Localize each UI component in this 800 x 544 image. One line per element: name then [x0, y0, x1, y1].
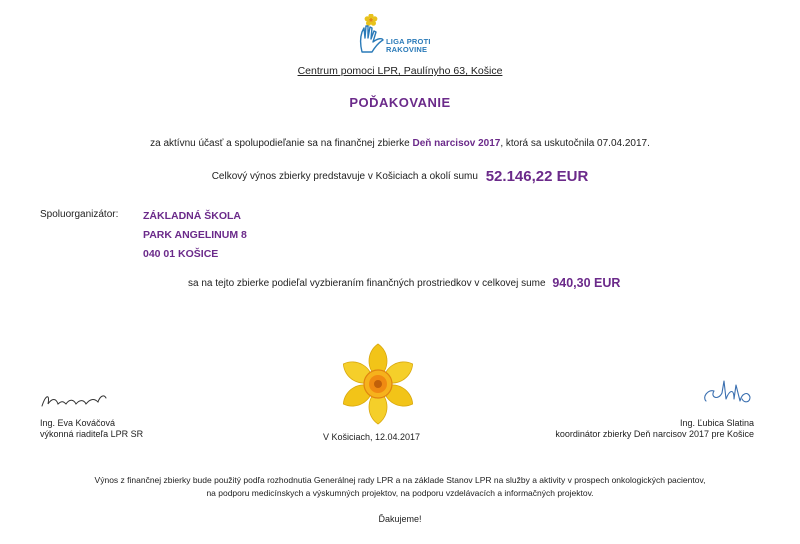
signature-right [555, 418, 754, 440]
contribution-sentence [188, 276, 620, 290]
thanks-suffix: , ktorá sa uskutočnila 07.04.2017. [500, 138, 650, 149]
closing-thanks: Ďakujeme! [378, 514, 422, 524]
footer-line-1: Výnos z finančnej zbierky bude použitý podľa rozhodnutia Generálnej rady LPR a na základe Stanov LPR na služby a aktivity v prospech onkologických pacientov, [94, 475, 706, 485]
coorganizer-street: PARK ANGELINUM 8 [143, 229, 247, 241]
event-name: Deň narcisov 2017 [412, 138, 501, 149]
signatory-left-role: výkonná riaditeľa LPR SR [40, 429, 144, 439]
signature-left [40, 418, 143, 440]
signatory-right-name: Ing. Ľubica Slatina [679, 418, 754, 428]
coorganizer-block [143, 207, 247, 264]
contribution-prefix: sa na tejto zbierke podieľal vyzbieraním finančných prostriedkov v celkovej sume [188, 278, 546, 289]
signatory-left-name: Ing. Eva Kováčová [40, 418, 116, 428]
footer-line-2: na podporu medicínskych a výskumných projektov, na podporu vzdelávacích a informačných projektov. [206, 488, 594, 498]
document-title: POĎAKOVANIE [349, 95, 451, 110]
total-amount: 52.146,22 EUR [485, 168, 589, 185]
contribution-amount: 940,30 EUR [552, 276, 621, 290]
total-prefix: Celkový výnos zbierky predstavuje v Košiciach a okolí sumu [211, 171, 478, 182]
signature-right-icon [700, 375, 756, 409]
daffodil-icon [332, 340, 424, 428]
thanks-sentence [0, 138, 800, 149]
coorganizer-name: ZÁKLADNÁ ŠKOLA [143, 210, 241, 222]
coorganizer-city: 040 01 KOŠICE [143, 248, 219, 260]
hand-flower-icon [356, 14, 390, 54]
coorganizer-label: Spoluorganizátor: [40, 209, 119, 220]
logo-line-2: RAKOVINE [386, 45, 428, 54]
signatory-right-role: koordinátor zbierky Deň narcisov 2017 pre Košice [555, 429, 754, 439]
place-and-date: V Košiciach, 12.04.2017 [323, 432, 421, 442]
signature-left-icon [40, 390, 110, 412]
org-address: Centrum pomoci LPR, Paulínyho 63, Košice [297, 65, 503, 77]
thanks-prefix: za aktívnu účasť a spolupodieľanie sa na finančnej zbierke [150, 138, 410, 149]
total-yield-sentence [0, 168, 800, 185]
logo-line-1: LIGA PROTI [386, 37, 431, 46]
lpr-logo [356, 14, 456, 60]
